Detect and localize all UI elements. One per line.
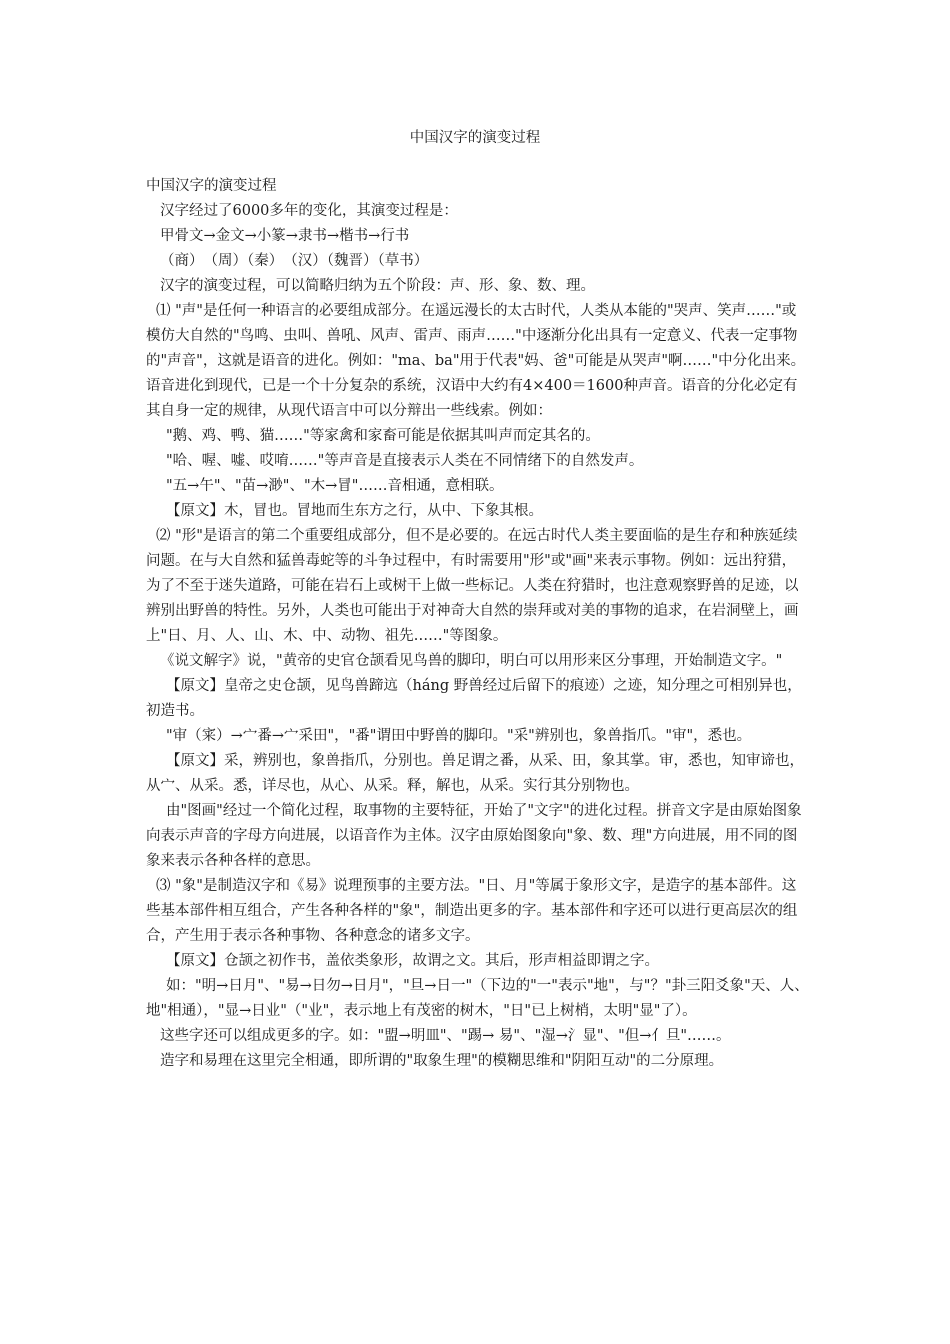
paragraph: 【原文】采，辨别也，象兽指爪，分别也。兽足谓之番，从采、田，象其掌。审，悉也，知审谛也，从宀、从采。悉，详尽也，从心、从采。释，解也，从采。实行其分别物也。 [146, 753, 804, 794]
paragraph: ⑶ "象"是制造汉字和《易》说理预事的主要方法。"日、月"等属于象形文字，是造字的基本部件。这些基本部件相互组合，产生各种各样的"象"，制造出更多的字。基本部件和字还可以进行更高层次的组合，产生用于表示各种事物、各种意念的诸多文字。 [146, 878, 798, 944]
section-heading: 中国汉字的演变过程 [146, 178, 277, 194]
paragraph: （商） （周）（秦） （汉）（魏晋）（草书） [160, 253, 429, 269]
paragraph: ⑴ "声"是任何一种语言的必要组成部分。在遥远漫长的太古时代，人类从本能的"哭声、笑声……"或模仿大自然的"鸟鸣、虫叫、兽吼、风声、雷声、雨声……"中逐渐分化出具有一定意义、代表一定事物的"声音"，这就是语音的进化。例如："ma、ba"用于代表"妈、爸"可能是从哭声"啊……"中分化出来。语音进化到现代，已是一个十分复杂的系统，汉语中大约有4×400＝1600种声音。语音的分化必定有其自身一定的规律，从现代语言中可以分辩出一些线索。例如： [146, 303, 806, 419]
paragraph: ⑵ "形"是语言的第二个重要组成部分，但不是必要的。在远古时代人类主要面临的是生存和种族延续问题。在与大自然和猛兽毒蛇等的斗争过程中，有时需要用"形"或"画"来表示事物。例如：远出狩猎，为了不至于迷失道路，可能在岩石上或树干上做一些标记。人类在狩猎时，也注意观察野兽的足迹，以辨别出野兽的特性。另外，人类也可能出于对神奇大自然的崇拜或对美的事物的追求，在岩洞壁上，画上"日、月、人、山、木、中、动物、祖先……"等图象。 [146, 528, 799, 644]
paragraph: 【原文】皇帝之史仓颉，见鸟兽蹄迒（háng 野兽经过后留下的痕迹）之迹，知分理之可相别异也，初造书。 [146, 678, 802, 719]
paragraph: 汉字经过了6000多年的变化，其演变过程是： [160, 203, 458, 219]
paragraph: 汉字的演变过程，可以简略归纳为五个阶段：声、形、象、数、理。 [160, 278, 595, 294]
paragraph: 《说文解字》说，"黄帝的史官仓颉看见鸟兽的脚印，明白可以用形来区分事理，开始制造文字。" [160, 653, 783, 669]
paragraph: 这些字还可以组成更多的字。如："盟→明皿"、"踢→ 易"、"湿→氵显"、"但→亻旦"……。 [160, 1028, 731, 1044]
page-title: 中国汉字的演变过程 [409, 130, 541, 146]
paragraph: "审（宷）→宀番→宀采田"，"番"谓田中野兽的脚印。"采"辨别也，象兽指爪。"审"，悉也。 [166, 728, 752, 744]
paragraph: "鹅、鸡、鸭、猫……"等家禽和家畜可能是依据其叫声而定其名的。 [166, 428, 600, 444]
paragraph: 如："明→日月"、"易→日勿→日月"，"旦→日一"（下边的"一"表示"地"，与"？"卦三阳爻象"天、人、地"相通），"显→日业"（"业"，表示地上有茂密的树木，"日"已上树梢，太明"显"了）。 [146, 978, 809, 1019]
paragraph: "五→午"、"苗→渺"、"木→冒"……音相通，意相联。 [166, 478, 504, 494]
document-body [146, 174, 810, 1074]
paragraph: 【原文】仓颉之初作书，盖依类象形，故谓之文。其后，形声相益即谓之字。 [166, 953, 659, 969]
paragraph: "哈、喔、嘘、哎唷……"等声音是直接表示人类在不同情绪下的自然发声。 [166, 453, 644, 469]
paragraph: 甲骨文→金文→小篆→隶书→楷书→行书 [160, 228, 410, 244]
paragraph: 【原文】木，冒也。冒地而生东方之行，从中、下象其根。 [166, 503, 543, 519]
paragraph: 由"图画"经过一个简化过程，取事物的主要特征，开始了"文字"的进化过程。拼音文字是由原始图象向表示声音的字母方向进展，以语音作为主体。汉字由原始图象向"象、数、理"方向进展，用不同的图象来表示各种各样的意思。 [146, 803, 802, 869]
paragraph: 造字和易理在这里完全相通，即所谓的"取象生理"的模糊思维和"阴阳互动"的二分原理。 [160, 1053, 724, 1069]
